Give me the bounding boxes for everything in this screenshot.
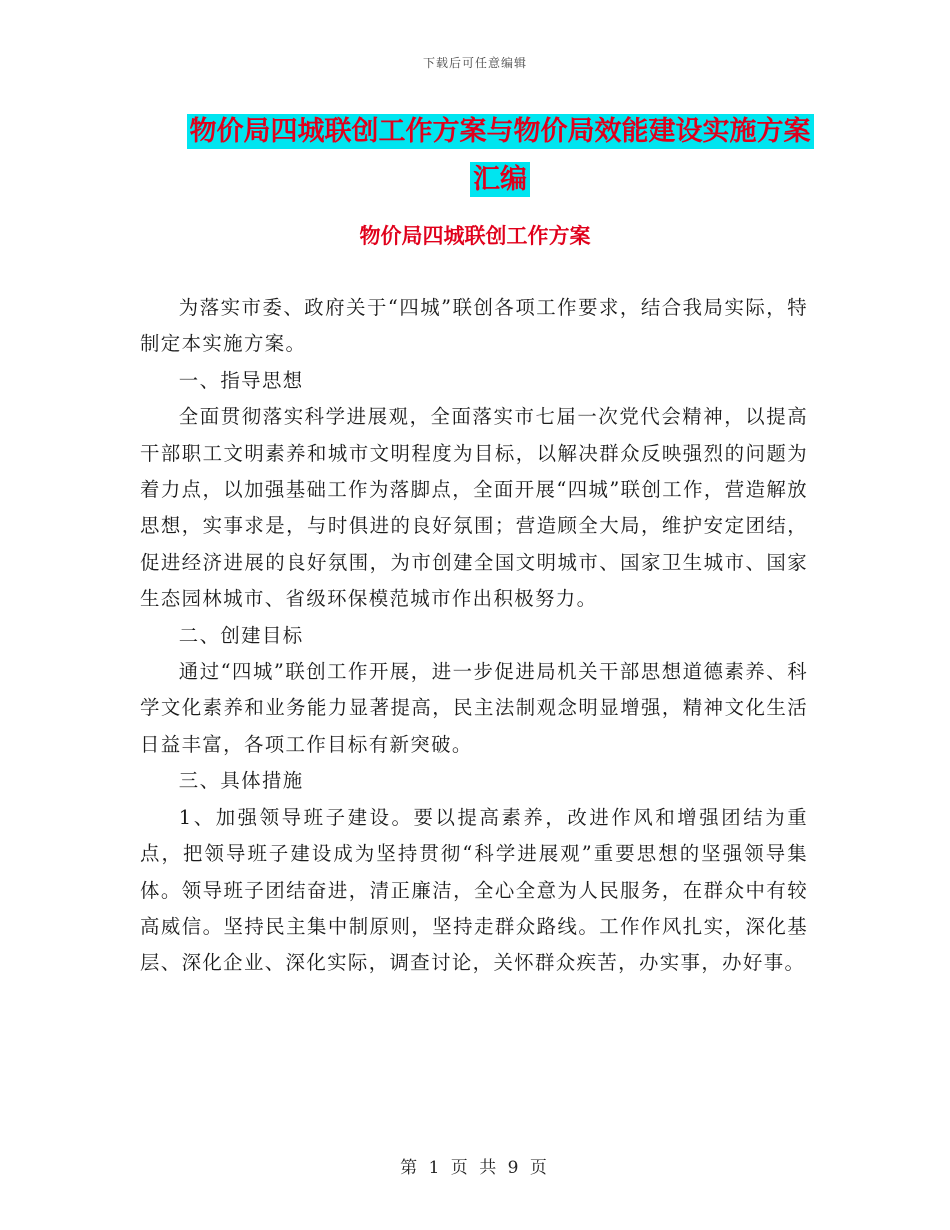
- main-title-line-2: 汇编: [470, 162, 530, 197]
- paragraph-guiding-ideology: 全面贯彻落实科学进展观，全面落实市七届一次党代会精神，以提高干部职工文明素养和城市文明程度为目标，以解决群众反映强烈的问题为着力点，以加强基础工作为落脚点，全面开展“四城”联创工作，营造解放思想，实事求是，与时俱进的良好氛围；营造顾全大局，维护安定团结，促进经济进展的良好氛围，为市创建全国文明城市、国家卫生城市、国家生态园林城市、省级环保模范城市作出积极努力。: [140, 405, 808, 611]
- main-title: [120, 108, 880, 204]
- paragraph-measure-1: 1、加强领导班子建设。要以提高素养，改进作风和增强团结为重点，把领导班子建设成为坚持贯彻“科学进展观”重要思想的坚强领导集体。领导班子团结奋进，清正廉洁，全心全意为人民服务，在群众中有较高威信。坚持民主集中制原则，坚持走群众路线。工作作风扎实，深化基层、深化企业、深化实际，调查讨论，关怀群众疾苦，办实事，办好事。: [140, 805, 808, 975]
- document-body: [140, 290, 808, 982]
- page-footer: 第 1 页 共 9 页: [400, 1158, 550, 1178]
- main-title-line-1: 物价局四城联创工作方案与物价局效能建设实施方案: [187, 114, 814, 149]
- heading-guiding-ideology: 一、指导思想: [178, 368, 304, 392]
- section-title: 物价局四城联创工作方案: [359, 224, 591, 248]
- heading-measures: 三、具体措施: [178, 769, 304, 793]
- heading-goals: 二、创建目标: [178, 623, 304, 647]
- paragraph-goals: 通过“四城”联创工作开展，进一步促进局机关干部思想道德素养、科学文化素养和业务能力显著提高，民主法制观念明显增强，精神文化生活日益丰富，各项工作目标有新突破。: [140, 660, 808, 756]
- paragraph-intro: 为落实市委、政府关于“四城”联创各项工作要求，结合我局实际，特制定本实施方案。: [140, 296, 808, 356]
- header-note: 下载后可任意编辑: [422, 56, 527, 70]
